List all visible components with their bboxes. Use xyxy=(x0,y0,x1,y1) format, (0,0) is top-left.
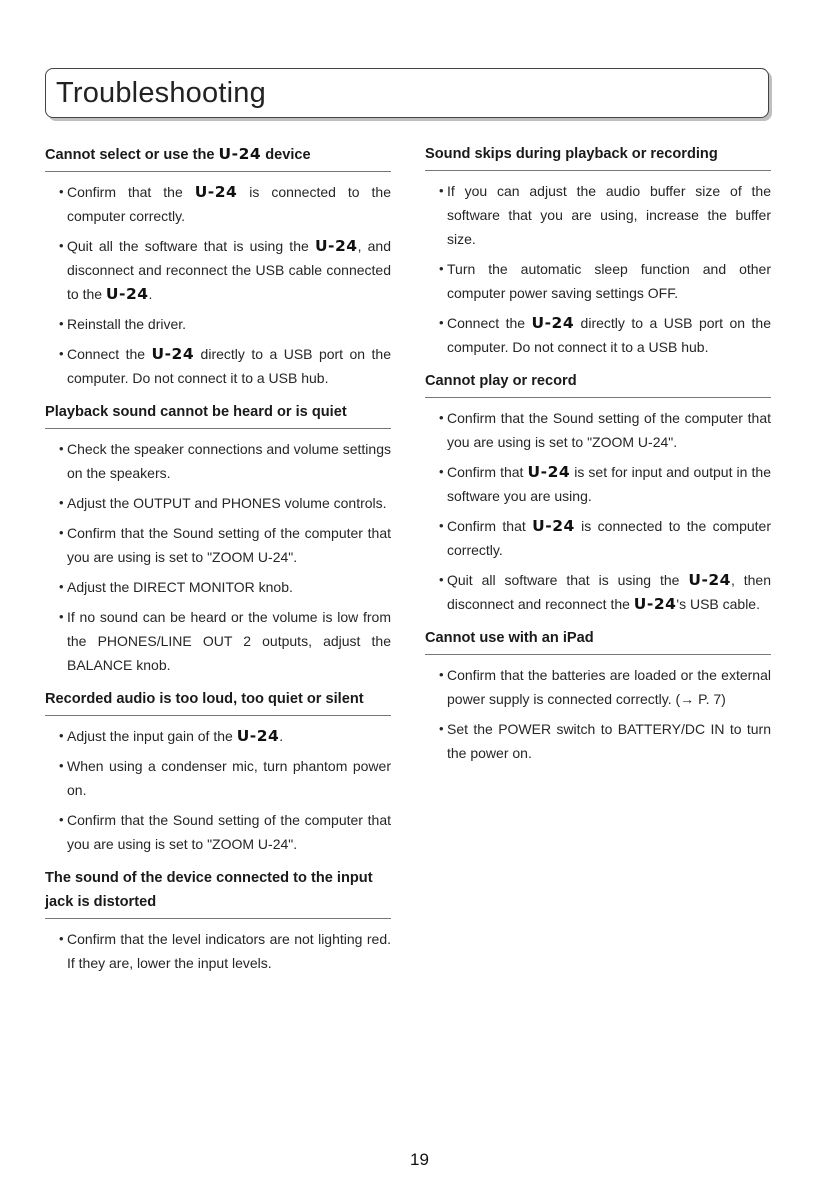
text-segment: device xyxy=(261,147,311,163)
text-segment: Turn the automatic sleep function and other computer power saving settings OFF. xyxy=(447,261,771,301)
solution-item xyxy=(425,311,771,359)
text-segment: . xyxy=(279,728,284,744)
text-segment: Connect the xyxy=(67,346,152,362)
u24-logo-text: U-24 xyxy=(218,145,262,163)
u24-logo-text: U-24 xyxy=(527,463,571,481)
solution-item xyxy=(45,927,391,975)
text-segment: Quit all the software that is using the xyxy=(67,238,315,254)
text-segment: , and disconnect and reconnect the USB cable connected to the xyxy=(67,238,391,302)
solution-item xyxy=(425,717,771,765)
troubleshooting-section xyxy=(425,624,771,765)
text-segment: Reinstall the driver. xyxy=(67,316,187,332)
solution-list xyxy=(45,437,391,677)
solution-item xyxy=(425,257,771,305)
section-heading xyxy=(45,864,391,919)
text-segment: Confirm that the Sound setting of the computer that you are using is set to "ZOOM U-24". xyxy=(447,410,771,450)
text-segment: Confirm that the Sound setting of the computer that you are using is set to "ZOOM U-24". xyxy=(67,812,391,852)
solution-item xyxy=(45,754,391,802)
text-segment: Confirm that the Sound setting of the computer that you are using is set to "ZOOM U-24". xyxy=(67,525,391,565)
solution-item xyxy=(45,234,391,306)
section-heading xyxy=(425,140,771,171)
solution-item xyxy=(45,575,391,599)
text-segment: is set for input and output in the software you are using. xyxy=(447,464,771,504)
solution-item xyxy=(45,724,391,748)
solution-item xyxy=(45,808,391,856)
left-column xyxy=(45,140,391,983)
text-segment: . xyxy=(148,286,153,302)
text-segment: Playback sound cannot be heard or is quiet xyxy=(45,404,347,420)
solution-item xyxy=(425,663,771,711)
text-segment: , then disconnect and reconnect the xyxy=(447,572,771,612)
u24-logo-text: U-24 xyxy=(314,237,358,255)
text-segment: Quit all software that is using the xyxy=(447,572,689,588)
solution-item xyxy=(425,514,771,562)
solution-item xyxy=(45,491,391,515)
text-segment: Confirm that the level indicators are not lighting red. If they are, lower the input levels. xyxy=(67,931,391,971)
right-column xyxy=(425,140,771,773)
solution-list xyxy=(425,406,771,616)
solution-list xyxy=(425,179,771,359)
text-segment: 's USB cable. xyxy=(676,596,760,612)
section-heading xyxy=(45,398,391,429)
solution-item xyxy=(45,180,391,228)
text-segment: Recorded audio is too loud, too quiet or silent xyxy=(45,691,364,707)
u24-logo-text: U-24 xyxy=(531,314,575,332)
u24-logo-text: U-24 xyxy=(532,517,575,535)
text-segment: If no sound can be heard or the volume is low from the PHONES/LINE OUT 2 outputs, adjust the BALANCE knob. xyxy=(67,609,391,673)
text-segment: If you can adjust the audio buffer size of the software that you are using, increase the buffer size. xyxy=(447,183,771,247)
troubleshooting-section xyxy=(45,140,391,390)
troubleshooting-section xyxy=(425,140,771,359)
u24-logo-text: U-24 xyxy=(151,345,195,363)
section-heading xyxy=(45,140,391,172)
solution-list xyxy=(425,663,771,765)
text-segment: Cannot use with an iPad xyxy=(425,630,594,646)
solution-item xyxy=(45,605,391,677)
text-segment: Set the POWER switch to BATTERY/DC IN to turn the power on. xyxy=(447,721,771,761)
troubleshooting-section xyxy=(45,864,391,975)
solution-list xyxy=(45,724,391,856)
solution-list xyxy=(45,180,391,390)
u24-logo-text: U-24 xyxy=(633,595,677,613)
u24-logo-text: U-24 xyxy=(194,183,238,201)
solution-item xyxy=(45,437,391,485)
text-segment: Adjust the OUTPUT and PHONES volume controls. xyxy=(67,495,387,511)
troubleshooting-section xyxy=(425,367,771,616)
text-segment: Confirm that the batteries are loaded or the external power supply is connected correctly. (→ P. 7) xyxy=(447,667,771,707)
text-segment: directly to a USB port on the computer. Do not connect it to a USB hub. xyxy=(67,346,392,386)
text-segment: Adjust the input gain of the xyxy=(67,728,237,744)
solution-item xyxy=(45,342,391,390)
page-title-box xyxy=(45,68,769,118)
solution-list xyxy=(45,927,391,975)
text-segment: When using a condenser mic, turn phantom power on. xyxy=(67,758,391,798)
solution-item xyxy=(425,460,771,508)
text-segment: The sound of the device connected to the input jack is distorted xyxy=(45,870,373,910)
text-segment: Cannot select or use the xyxy=(45,147,219,163)
section-heading xyxy=(425,367,771,398)
text-segment: Confirm that xyxy=(447,464,528,480)
u24-logo-text: U-24 xyxy=(105,285,149,303)
solution-item xyxy=(425,179,771,251)
section-heading xyxy=(425,624,771,655)
solution-item xyxy=(45,312,391,336)
text-segment: Sound skips during playback or recording xyxy=(425,146,718,162)
text-segment: Confirm that xyxy=(447,518,533,534)
solution-item xyxy=(425,568,771,616)
text-segment: Connect the xyxy=(447,315,532,331)
u24-logo-text: U-24 xyxy=(688,571,731,589)
solution-item xyxy=(45,521,391,569)
text-segment: is connected to the computer correctly. xyxy=(447,518,771,558)
text-segment: Cannot play or record xyxy=(425,373,577,389)
text-segment: is connected to the computer correctly. xyxy=(67,184,391,224)
section-heading xyxy=(45,685,391,716)
troubleshooting-section xyxy=(45,685,391,856)
text-segment: directly to a USB port on the computer. Do not connect it to a USB hub. xyxy=(447,315,772,355)
solution-item xyxy=(425,406,771,454)
text-segment: Check the speaker connections and volume settings on the speakers. xyxy=(67,441,391,481)
troubleshooting-section xyxy=(45,398,391,677)
u24-logo-text: U-24 xyxy=(236,727,280,745)
page-number: 19 xyxy=(410,1150,429,1169)
page-title: Troubleshooting xyxy=(56,77,266,109)
text-segment: Adjust the DIRECT MONITOR knob. xyxy=(67,579,293,595)
text-segment: Confirm that the xyxy=(67,184,195,200)
